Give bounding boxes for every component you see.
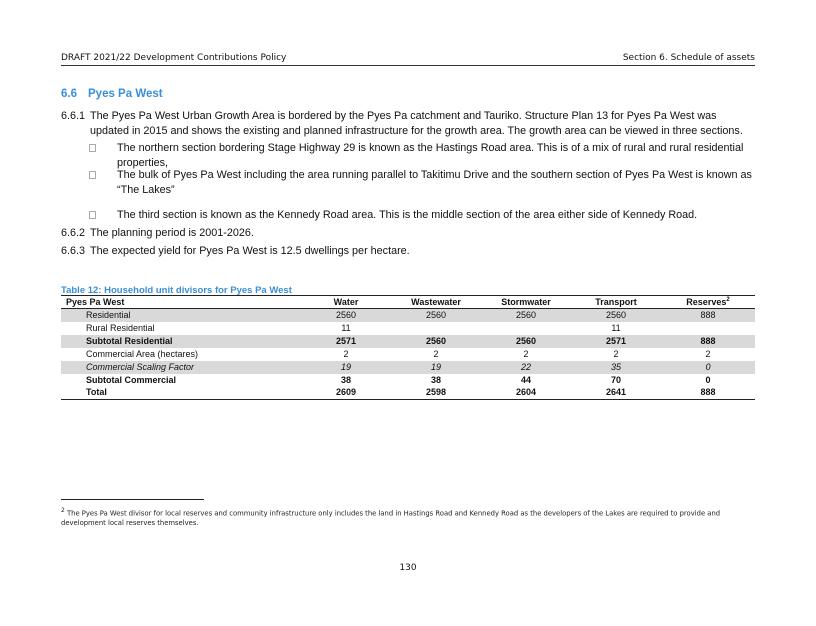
table-row <box>61 322 755 335</box>
cell <box>391 322 481 335</box>
row-label: Total <box>61 386 301 399</box>
cell <box>481 322 571 335</box>
cell: 888 <box>661 309 755 322</box>
section-title: Pyes Pa West <box>88 88 163 100</box>
paragraph-number: 6.6.2 <box>61 227 86 239</box>
header-section-title: Section 6. Schedule of assets <box>622 53 755 63</box>
column-header-transport: Transport <box>571 296 661 309</box>
bullet-item <box>89 208 754 223</box>
household-divisors-table <box>61 295 755 400</box>
cell: 0 <box>661 361 755 374</box>
header-document-title: DRAFT 2021/22 Development Contributions Policy <box>61 53 287 63</box>
cell: 2560 <box>571 309 661 322</box>
cell: 2 <box>433 348 439 359</box>
bullet-box-icon <box>89 171 96 179</box>
bullet-text: The bulk of Pyes Pa West including the area running parallel to Takitimu Drive and the southern section of Pyes Pa West is known as “The Lakes” <box>117 169 752 196</box>
header-divider <box>61 65 755 66</box>
column-header-wastewater: Wastewater <box>391 296 481 309</box>
cell: 70 <box>610 374 621 385</box>
footnote-mark: 2 <box>61 507 65 514</box>
cell: 22 <box>481 361 571 374</box>
cell: 2 <box>613 348 619 359</box>
page-number: 130 <box>399 563 417 573</box>
table-caption: Table 12: Household unit divisors for Pyes Pa West <box>61 285 292 296</box>
cell: 2 <box>343 348 349 359</box>
footnote-divider <box>61 499 204 500</box>
paragraph-number: 6.6.3 <box>61 245 86 257</box>
cell: 2560 <box>301 309 391 322</box>
column-header-water: Water <box>301 296 391 309</box>
paragraph-text: The expected yield for Pyes Pa West is 12.5 dwellings per hectare. <box>90 245 410 257</box>
cell: 19 <box>391 361 481 374</box>
cell: 0 <box>705 374 711 385</box>
cell: 2609 <box>301 386 391 399</box>
footnote <box>61 506 761 528</box>
cell: 2604 <box>481 386 571 399</box>
paragraph-6-6-2 <box>61 226 757 241</box>
cell: 11 <box>341 322 351 333</box>
paragraph-6-6-1 <box>61 109 757 139</box>
cell: 2641 <box>571 386 661 399</box>
row-label: Residential <box>61 309 301 322</box>
row-label: Commercial Scaling Factor <box>61 361 301 374</box>
cell: 2560 <box>481 335 571 348</box>
cell <box>661 322 755 335</box>
column-header-stormwater: Stormwater <box>481 296 571 309</box>
cell: 2598 <box>391 386 481 399</box>
row-label: Subtotal Commercial <box>86 374 177 385</box>
reserves-label: Reserves <box>686 297 727 307</box>
bullet-box-icon <box>89 211 96 219</box>
cell: 38 <box>430 374 441 385</box>
cell: 2560 <box>391 335 481 348</box>
bullet-box-icon <box>89 144 96 152</box>
cell: 2 <box>705 348 711 359</box>
table-row <box>61 361 755 374</box>
cell: 38 <box>340 374 351 385</box>
cell: 11 <box>611 322 621 333</box>
cell: 888 <box>661 386 755 399</box>
cell: 2 <box>523 348 529 359</box>
cell: 35 <box>571 361 661 374</box>
table-row <box>61 348 755 361</box>
table-row <box>61 309 755 322</box>
bullet-text: The third section is known as the Kennedy Road area. This is the middle section of the area either side of Kennedy Road. <box>117 209 698 221</box>
bullet-item <box>89 168 754 198</box>
section-heading <box>61 88 163 100</box>
table-header-row <box>61 296 755 309</box>
column-header-area: Pyes Pa West <box>61 296 301 309</box>
cell: 2560 <box>481 309 571 322</box>
cell: 19 <box>301 361 391 374</box>
footnote-marker: 2 <box>726 297 730 303</box>
bullet-text: The northern section bordering Stage Highway 29 is known as the Hastings Road area. This is of a mix of rural and rural residential properties, <box>117 142 744 169</box>
cell: 2571 <box>301 335 391 348</box>
paragraph-number: 6.6.1 <box>61 110 86 122</box>
row-label: Subtotal Residential <box>61 335 301 348</box>
row-label: Commercial Area (hectares) <box>86 348 199 359</box>
column-header-reserves <box>661 296 755 309</box>
cell: 44 <box>520 374 531 385</box>
row-label: Rural Residential <box>86 322 155 333</box>
bullet-item <box>89 141 754 171</box>
table-row-total <box>61 386 755 399</box>
paragraph-text: The planning period is 2001-2026. <box>90 227 254 239</box>
cell: 2560 <box>391 309 481 322</box>
paragraph-6-6-3 <box>61 244 757 259</box>
cell: 888 <box>661 335 755 348</box>
section-number: 6.6 <box>61 88 77 100</box>
paragraph-text: The Pyes Pa West Urban Growth Area is bordered by the Pyes Pa catchment and Tauriko. Structure Plan 13 for Pyes Pa West was updated in 2015 and shows the existing and planned infrastructure for the growth area. The growth area can be viewed in three sections. <box>90 110 743 137</box>
footnote-text: The Pyes Pa West divisor for local reserves and community infrastructure only includes the land in Hastings Road and Kennedy Road as the developers of the Lakes are required to provide and development local reserves themselves. <box>61 509 721 528</box>
table-row-subtotal <box>61 335 755 348</box>
table-row-subtotal <box>61 374 755 387</box>
cell: 2571 <box>571 335 661 348</box>
